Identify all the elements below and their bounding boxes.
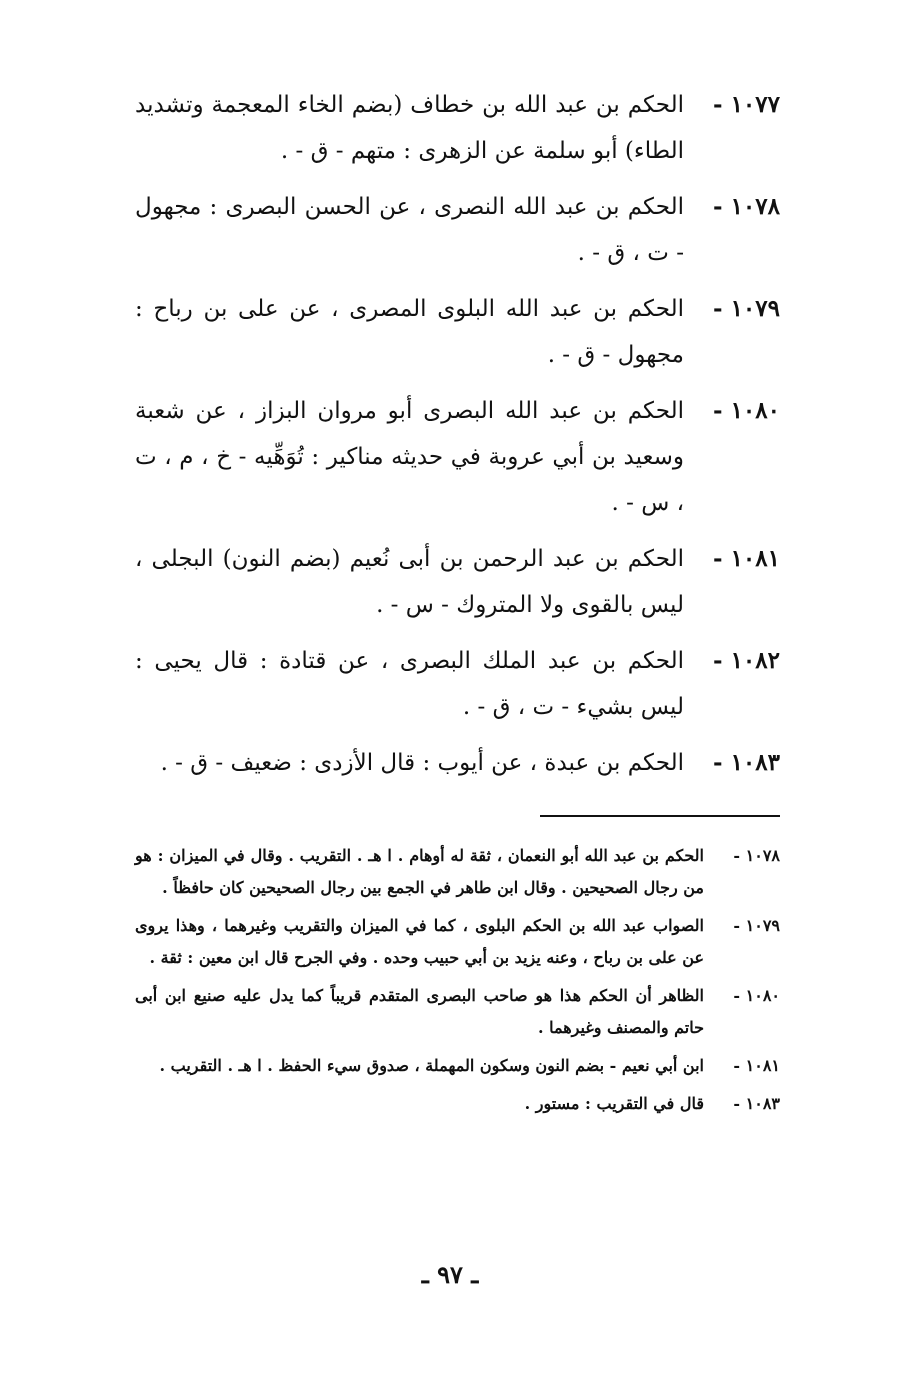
footnotes: [135, 840, 780, 1126]
entry: [135, 184, 780, 276]
footnote-text: الظاهر أن الحكم هذا هو صاحب البصرى المتقدم قريباً كما يدل عليه صنيع ابن أبى حاتم والمصنف وغيرهما .: [135, 986, 704, 1037]
footnote-number: ١٠٨٠ -: [733, 986, 780, 1005]
entry-number: ١٠٨٣ -: [713, 749, 780, 776]
entry-number: ١٠٧٩ -: [713, 295, 780, 322]
footnote-number: ١٠٧٨ -: [733, 846, 780, 865]
footnote-number: ١٠٨١ -: [733, 1056, 780, 1075]
footnote: [135, 1088, 780, 1120]
entry-text: الحكم بن عبد الله البلوى المصرى ، عن على بن رباح : مجهول - ق - .: [135, 296, 684, 368]
entry-number: ١٠٧٧ -: [713, 91, 780, 118]
entry-number: ١٠٨١ -: [713, 545, 780, 572]
entry: [135, 388, 780, 526]
entry-text: الحكم بن عبد الرحمن بن أبى نُعيم (بضم النون) البجلى ، ليس بالقوى ولا المتروك - س - .: [135, 546, 684, 618]
main-text: [135, 82, 780, 796]
entry-text: الحكم بن عبد الله النصرى ، عن الحسن البصرى : مجهول - ت ، ق - .: [135, 194, 684, 266]
footnote-number: ١٠٧٩ -: [733, 916, 780, 935]
entry-text: الحكم بن عبد الملك البصرى ، عن قتادة : قال يحيى : ليس بشيء - ت ، ق - .: [135, 648, 684, 720]
entry: [135, 638, 780, 730]
footnote: [135, 980, 780, 1044]
entry-number: ١٠٨٢ -: [713, 647, 780, 674]
footnote-divider: [540, 815, 780, 817]
entry-number: ١٠٨٠ -: [713, 397, 780, 424]
footnote-text: ابن أبي نعيم - بضم النون وسكون المهملة ، صدوق سيء الحفظ . ا هـ . التقريب .: [159, 1056, 704, 1075]
entry-number: ١٠٧٨ -: [713, 193, 780, 220]
entry: [135, 82, 780, 174]
page-number: ـ ٩٧ ـ: [421, 1260, 479, 1289]
entry: [135, 536, 780, 628]
footnote: [135, 840, 780, 904]
footnote-text: الصواب عبد الله بن الحكم البلوى ، كما في الميزان والتقريب وغيرهما ، وهذا يروى عن على بن رباح ، وعنه يزيد بن أبي حبيب وحده . وفي الجرح قال ابن معين : ثقة .: [135, 916, 704, 967]
footnote-number: ١٠٨٣ -: [733, 1094, 780, 1113]
entry-text: الحكم بن عبد الله البصرى أبو مروان البزاز ، عن شعبة وسعيد بن أبي عروبة في حديثه مناكير : تُوَهِّيه - خ ، م ، ت ، س - .: [135, 398, 684, 516]
footnote-text: قال في التقريب : مستور .: [524, 1094, 704, 1113]
footnote: [135, 1050, 780, 1082]
entry: [135, 286, 780, 378]
entry: [135, 740, 780, 786]
footnote-text: الحكم بن عبد الله أبو النعمان ، ثقة له أوهام . ا هـ . التقريب . وقال في الميزان : هو من رجال الصحيحين . وقال ابن طاهر في الجمع بين رجال الصحيحين كان حافظاً .: [135, 846, 704, 897]
entry-text: الحكم بن عبد الله بن خطاف (بضم الخاء المعجمة وتشديد الطاء) أبو سلمة عن الزهرى : متهم - ق - .: [135, 92, 684, 164]
footnote: [135, 910, 780, 974]
entry-text: الحكم بن عبدة ، عن أيوب : قال الأزدى : ضعيف - ق - .: [160, 750, 684, 776]
